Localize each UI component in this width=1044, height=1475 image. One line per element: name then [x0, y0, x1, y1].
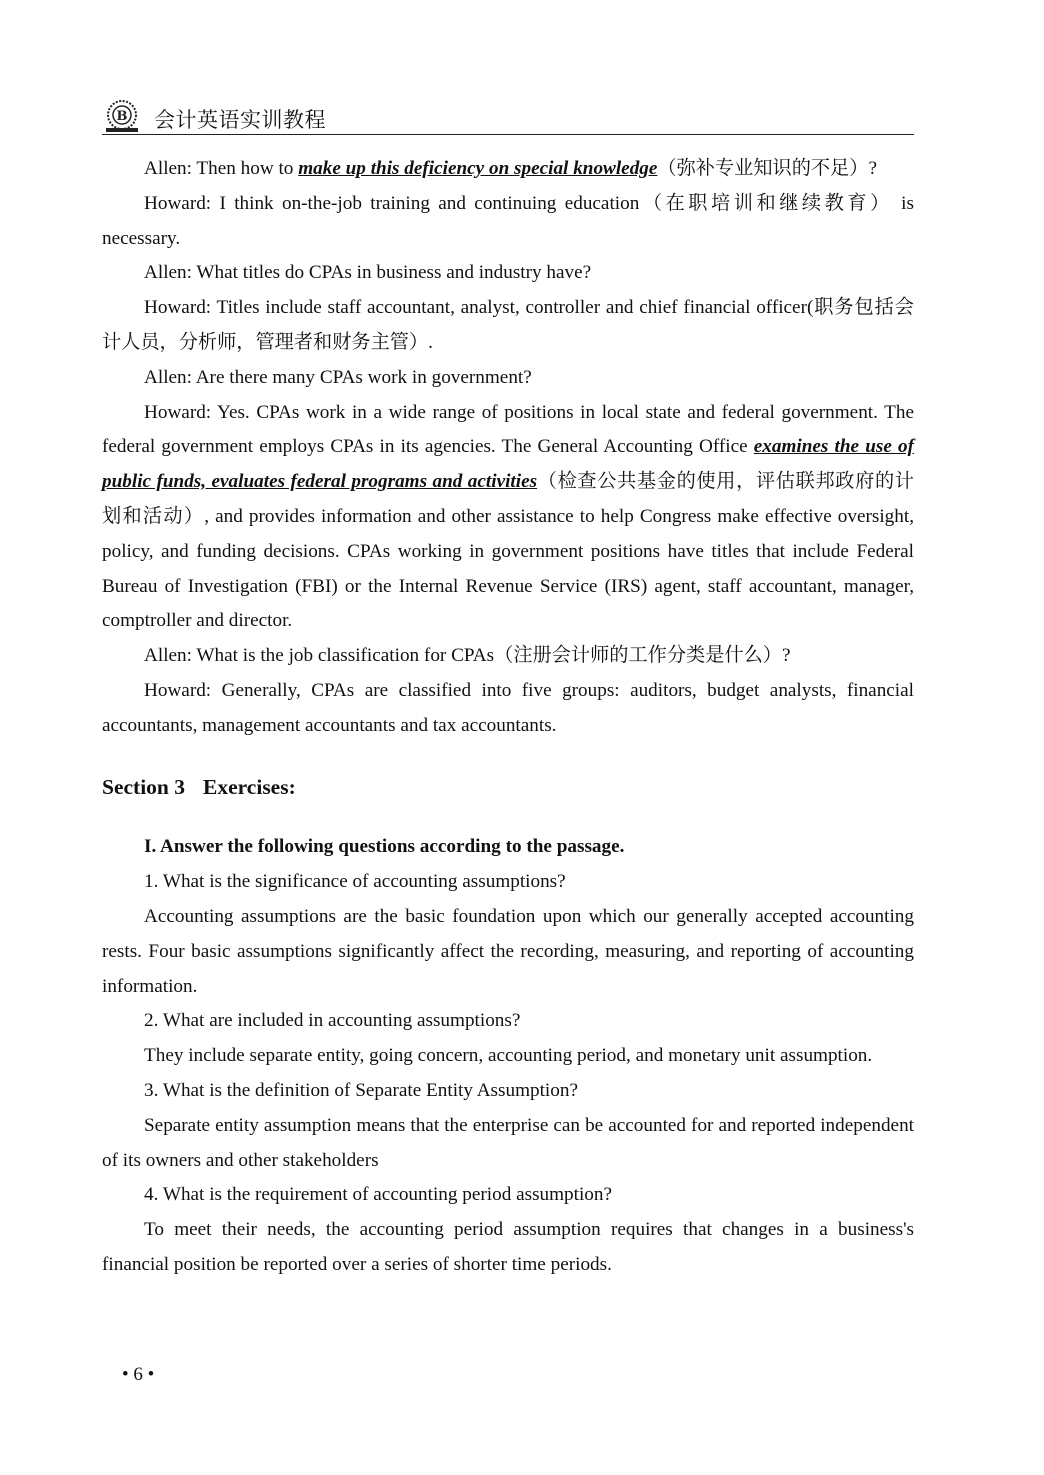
svg-text:B: B: [116, 109, 128, 124]
emphasized-phrase: examines the use of public funds, evaluates federal programs and activities: [102, 436, 914, 493]
dialogue-paragraph: Howard: Generally, CPAs are classified into five groups: auditors, budget analysts, financial accountants, management accountants and tax accountants.: [102, 679, 914, 736]
exercise-question: 1. What is the significance of accounting assumptions?: [144, 871, 566, 893]
dialogue-paragraph: Allen: Are there many CPAs work in government?: [144, 366, 532, 388]
emphasized-phrase: make up this deficiency on special knowledge: [298, 158, 658, 179]
exercise-question: 4. What is the requirement of accounting period assumption?: [144, 1184, 613, 1206]
exercise-heading: I. Answer the following questions according to the passage.: [144, 836, 625, 858]
dialogue-paragraph: Allen: What is the job classification for CPAs（注册会计师的工作分类是什么）?: [144, 645, 791, 667]
page-number: • 6 •: [122, 1364, 155, 1385]
exercise-question: 3. What is the definition of Separate Entity Assumption?: [144, 1079, 578, 1101]
exercise-answer: Accounting assumptions are the basic foundation upon which our generally accepted accounting rests. Four basic assumptions significantly affect the recording, measuring, and reporting of accounting information.: [102, 905, 914, 997]
exercise-answer: To meet their needs, the accounting period assumption requires that changes in a business's financial position be reported over a series of shorter time periods.: [102, 1219, 914, 1275]
section-heading: Section 3 Exercises:: [102, 774, 296, 799]
dialogue-paragraph: Howard: Yes. CPAs work in a wide range of positions in local state and federal government. The federal government employs CPAs in its agencies. The General Accounting Office examines the use of public funds, evaluates federal programs and activities（检查公共基金的使用，评估联邦政府的计划和活动）, and provides information and other assistance to help Congress make effective oversight, policy, and funding decisions. CPAs working in government positions have titles that include Federal Bureau of Investigation (FBI) or the Internal Revenue Service (IRS) agent, staff accountant, manager, comptroller and director.: [102, 401, 914, 632]
exercise-answer: Separate entity assumption means that the enterprise can be accounted for and reported independent of its owners and other stakeholders: [102, 1114, 914, 1171]
exercise-question: 2. What are included in accounting assumptions?: [144, 1010, 521, 1032]
dialogue-paragraph: Howard: Titles include staff accountant, analyst, controller and chief financial officer(职务包括会计人员，分析师，管理者和财务主管）.: [102, 297, 914, 353]
book-title: 会计英语实训教程: [154, 108, 326, 132]
exercise-answer: They include separate entity, going concern, accounting period, and monetary unit assumption.: [144, 1045, 873, 1067]
dialogue-paragraph: Allen: What titles do CPAs in business and industry have?: [144, 262, 592, 284]
page-header: [102, 96, 914, 135]
dialogue-paragraph: Howard: I think on-the-job training and continuing education（在职培训和继续教育） is necessary.: [102, 192, 914, 249]
page-content: [102, 152, 914, 1283]
dialogue-paragraph: Allen: Then how to make up this deficiency on special knowledge（弥补专业知识的不足）?: [144, 158, 877, 179]
publisher-logo-icon: [102, 98, 142, 134]
